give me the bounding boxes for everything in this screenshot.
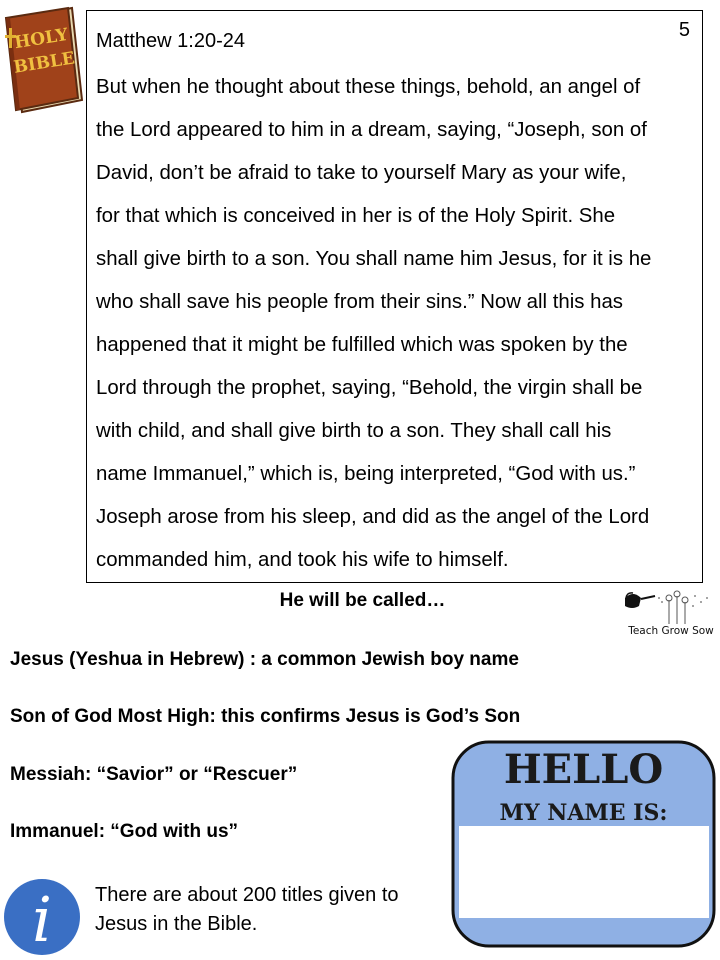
scripture-line: Joseph arose from his sleep, and did as the angel of the Lord: [96, 506, 650, 528]
scripture-text: [96, 66, 696, 582]
scripture-line: name Immanuel,” which is, being interpreted, “God with us.”: [96, 463, 636, 485]
holy-bible-icon: [2, 6, 84, 114]
info-fact-line: Jesus in the Bible.: [95, 913, 258, 935]
scripture-line: the Lord appeared to him in a dream, saying, “Joseph, son of: [96, 119, 647, 141]
bible-cover-line2: BIBLE: [12, 48, 77, 78]
info-fact-text: [95, 881, 445, 939]
scripture-reference: Matthew 1:20-24: [96, 30, 245, 52]
scripture-box: [86, 10, 703, 583]
scripture-line: But when he thought about these things, behold, an angel of: [96, 76, 641, 98]
name-item-jesus: Jesus (Yeshua in Hebrew) : a common Jewish boy name: [10, 649, 519, 670]
scripture-line: for that which is conceived in her is of the Holy Spirit. She: [96, 205, 616, 227]
scripture-line: David, don’t be afraid to take to yourself Mary as your wife,: [96, 162, 627, 184]
section-heading: He will be called…: [279, 590, 446, 611]
info-fact-line: There are about 200 titles given to: [95, 884, 399, 906]
bible-cover-line1: HOLY: [13, 24, 70, 54]
page-number: 5: [678, 19, 690, 41]
logo-text: Teach Grow Sow: [628, 625, 714, 637]
name-item-immanuel: Immanuel: “God with us”: [10, 821, 239, 842]
teach-grow-sow-logo: [615, 584, 720, 642]
scripture-line: Lord through the prophet, saying, “Behold, the virgin shall be: [96, 377, 643, 399]
name-item-son-of-god: Son of God Most High: this confirms Jesus is God’s Son: [10, 706, 521, 727]
info-icon-letter: i: [32, 883, 52, 956]
name-item-messiah: Messiah: “Savior” or “Rescuer”: [10, 764, 298, 785]
scripture-line: who shall save his people from their sins.” Now all this has: [96, 291, 623, 313]
name-tag-hello: HELLO: [503, 746, 664, 793]
scripture-line: happened that it might be fulfilled which was spoken by the: [96, 334, 628, 356]
info-icon: [2, 877, 82, 957]
scripture-line: commanded him, and took his wife to himself.: [96, 549, 509, 571]
scripture-line: with child, and shall give birth to a son. They shall call his: [96, 420, 612, 442]
scripture-line: shall give birth to a son. You shall name him Jesus, for it is he: [96, 248, 652, 270]
name-tag-subtitle: MY NAME IS:: [499, 800, 668, 826]
